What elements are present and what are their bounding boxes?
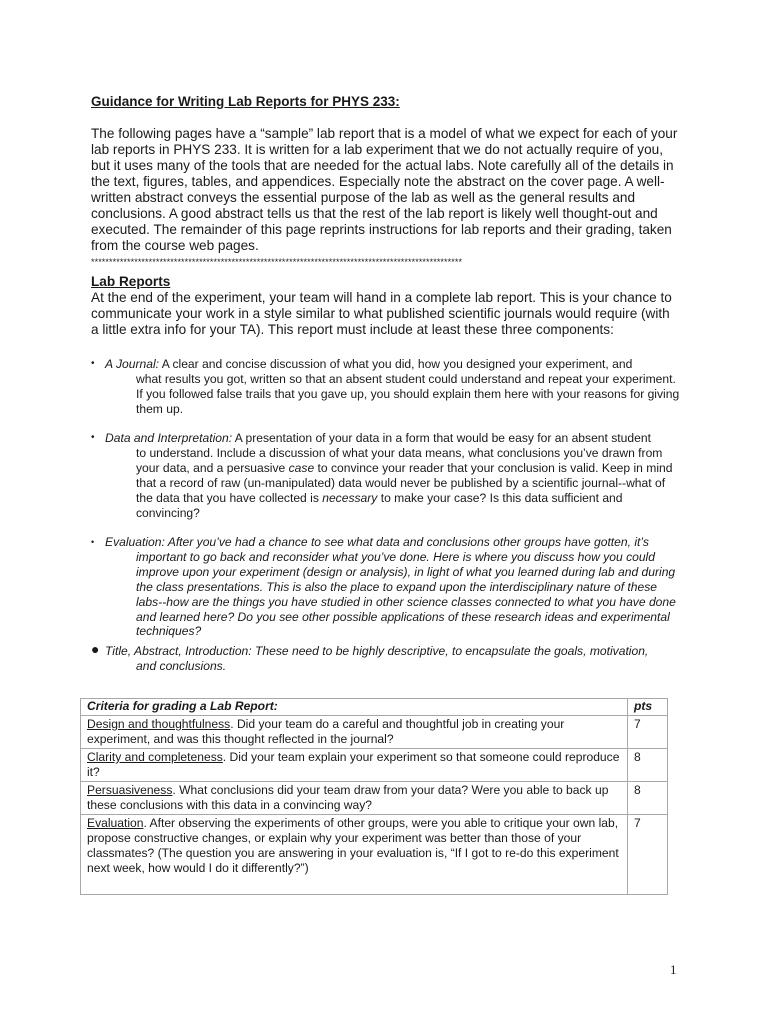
- bullet-journal-text-1: A clear and concise discussion of what you did, how you designed your experiment, and: [159, 357, 633, 371]
- lab-reports-intro: At the end of the experiment, your team will hand in a complete lab report. This is your chance to communicate your work in a style similar to what published scientific journals would require (with a little extra info for your TA). This report must include at least these three components:: [91, 290, 672, 337]
- intro-paragraph: The following pages have a “sample” lab report that is a model of what we expect for each of your lab reports in PHYS 233. It is written for a lab experiment that we do not actually require of you, but it uses many of the tools that are needed for the actual labs. Note carefully all of the details in the text, figures, tables, and appendices. Especially note the abstract on the cover page. A well-written abstract conveys the essential purpose of the lab as well as the general results and conclusions. A good abstract tells us that the rest of the lab report is likely well thought-out and executed. The remainder of this page reprints instructions for lab reports and their grading, taken from the course web pages.: [91, 126, 678, 253]
- bullet-title: [91, 641, 681, 674]
- pts-header: pts: [628, 699, 668, 716]
- table-row: [81, 716, 668, 749]
- bullet-title-text-2: and conclusions.: [136, 658, 227, 673]
- bullet-icon: ●: [91, 641, 100, 657]
- criteria-description: . Did your team do a careful and thoughtful job in creating your experiment, and was this thought reflected in the journal?: [87, 717, 565, 746]
- bullet-journal-label: A Journal:: [105, 357, 160, 371]
- pts-cell: 7: [628, 815, 668, 895]
- criteria-header: Criteria for grading a Lab Report:: [81, 699, 628, 716]
- criteria-name: Persuasiveness: [87, 783, 173, 797]
- bullet-evaluation-text-1: Evaluation: After you’ve had a chance to see what data and conclusions other groups have gotten, it’s: [105, 535, 649, 549]
- criteria-table-header-row: [81, 699, 668, 716]
- bullet-evaluation-text-2: important to go back and reconsider what you’ve done. Here is where you discuss how you could improve upon your experiment (design or analysis), in light of what you learned during lab and during the class presentations. This is also the place to expand upon the interdisciplinary nature of these labs--how are the things you have studied in other science classes connected to what you have done and learned here? Do you see other possible applications of these research ideas and experimental techniques?: [136, 549, 676, 639]
- bullet-icon: •: [91, 358, 95, 369]
- pts-cell: 7: [628, 716, 668, 749]
- bullet-icon: •: [91, 432, 95, 443]
- bullet-journal: [91, 357, 681, 417]
- criteria-description: . After observing the experiments of other groups, were you able to critique your own lab, propose constructive changes, or explain why your experiment was better than those of your classmates? (The question you are answering in your evaluation is, “If I got to re-do this experiment next week, how would I do it differently?”): [87, 816, 619, 875]
- bullet-data-necessary-word: necessary: [322, 490, 378, 505]
- bullet-data: [91, 431, 681, 520]
- criteria-name: Clarity and completeness: [87, 750, 223, 764]
- criteria-cell: [81, 815, 628, 895]
- criteria-table: [80, 698, 668, 895]
- bullet-icon: •: [91, 537, 95, 547]
- pts-cell: 8: [628, 782, 668, 815]
- table-row: [81, 749, 668, 782]
- bullet-data-case-word: case: [288, 460, 315, 475]
- table-row: [81, 782, 668, 815]
- criteria-name: Evaluation: [87, 816, 144, 830]
- bullet-journal-text-2: what results you got, written so that an absent student could understand and repeat your experiment. If you followed false trails that you gave up, you should explain them here with your reasons for giving them up.: [136, 371, 680, 416]
- bullet-data-text-2a: to understand. Include a discussion of what your data means, what conclusions you’ve drawn from your data, and a persuasive: [136, 445, 663, 475]
- separator-line: *******************************************************************************************************: [91, 258, 463, 267]
- lab-reports-heading: Lab Reports: [91, 274, 171, 289]
- bullet-data-text-2b: to convince your reader that your conclusion is valid. Keep in mind that a record of raw (un-manipulated) data would never be published by a scientific journal--what of the data that you have collected is: [136, 460, 673, 505]
- bullet-data-label: Data and Interpretation:: [105, 431, 233, 445]
- criteria-description: . Did your team explain your experiment so that someone could reproduce it?: [87, 750, 620, 779]
- bullet-evaluation: [91, 535, 681, 639]
- criteria-cell: [81, 749, 628, 782]
- bullet-data-body: [105, 446, 681, 521]
- criteria-cell: [81, 782, 628, 815]
- criteria-name: Design and thoughtfulness: [87, 717, 231, 731]
- bullet-data-text-1: A presentation of your data in a form that would be easy for an absent student: [232, 431, 651, 445]
- page-title: Guidance for Writing Lab Reports for PHYS 233:: [91, 94, 400, 109]
- criteria-cell: [81, 716, 628, 749]
- criteria-description: . What conclusions did your team draw from your data? Were you able to back up these conclusions with this data in a convincing way?: [87, 783, 609, 812]
- bullet-data-text-2c: to make your case? Is this data sufficient and convincing?: [136, 490, 623, 520]
- pts-cell: 8: [628, 749, 668, 782]
- page-number: 1: [670, 962, 677, 977]
- bullet-title-text-1: Title, Abstract, Introduction: These need to be highly descriptive, to encapsulate the goals, motivation,: [105, 644, 649, 658]
- table-row: [81, 815, 668, 895]
